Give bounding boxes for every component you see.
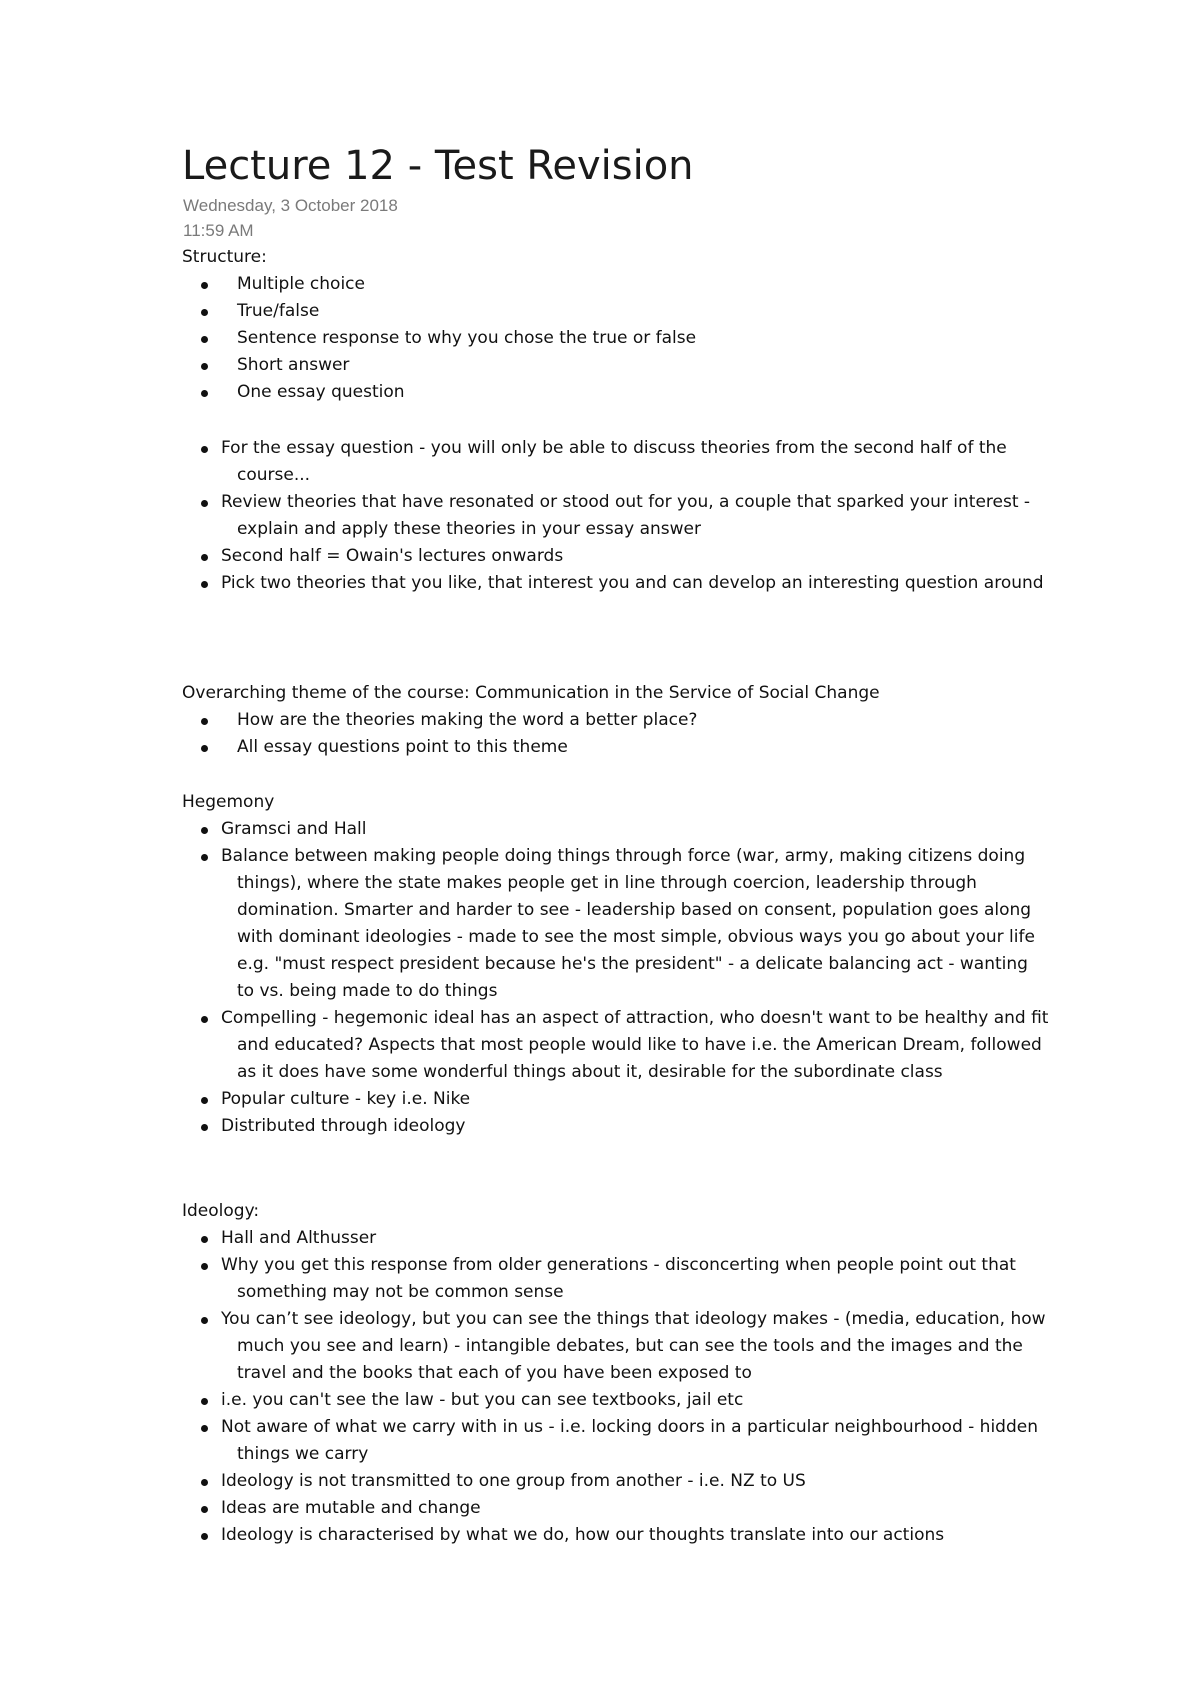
bullet-icon [201, 500, 208, 507]
list-item: Ideology is characterised by what we do, how our thoughts translate into our actions [0, 1522, 1200, 1549]
bullet-icon [201, 1097, 208, 1104]
bullet-icon [201, 718, 208, 725]
list-item: Sentence response to why you chose the true or false [0, 325, 1200, 352]
bullet-icon [201, 1236, 208, 1243]
list-item: Pick two theories that you like, that interest you and can develop an interesting question around [0, 570, 1200, 597]
list-item: Popular culture - key i.e. Nike [0, 1086, 1200, 1113]
bullet-icon [201, 1425, 208, 1432]
bullet-icon [201, 554, 208, 561]
bullet-icon [201, 282, 208, 289]
list-item: i.e. you can't see the law - but you can see textbooks, jail etc [0, 1387, 1200, 1414]
ideology-heading: Ideology: [182, 1201, 260, 1221]
bullet-icon [201, 363, 208, 370]
bullet-icon [201, 390, 208, 397]
list-item: True/false [0, 298, 1200, 325]
theme-list [0, 707, 1200, 761]
list-item: Distributed through ideology [0, 1113, 1200, 1140]
essay-notes-list [0, 435, 1200, 597]
list-item: Hall and Althusser [0, 1225, 1200, 1252]
structure-heading: Structure: [182, 247, 267, 267]
theme-heading: Overarching theme of the course: Communication in the Service of Social Change [182, 683, 880, 703]
bullet-icon [201, 1506, 208, 1513]
bullet-icon [201, 581, 208, 588]
bullet-icon [201, 446, 208, 453]
bullet-icon [201, 854, 208, 861]
hegemony-heading: Hegemony [182, 792, 275, 812]
bullet-icon [201, 1479, 208, 1486]
bullet-icon [201, 1124, 208, 1131]
list-item: Multiple choice [0, 271, 1200, 298]
list-item: For the essay question - you will only be able to discuss theories from the second half of the course... [0, 435, 1200, 489]
time-text: 11:59 AM [183, 221, 254, 240]
list-item: Ideas are mutable and change [0, 1495, 1200, 1522]
bullet-icon [201, 1016, 208, 1023]
date-text: Wednesday, 3 October 2018 [183, 196, 398, 215]
page-title: Lecture 12 - Test Revision [182, 143, 694, 189]
bullet-icon [201, 309, 208, 316]
bullet-icon [201, 1533, 208, 1540]
bullet-icon [201, 1317, 208, 1324]
list-item: Why you get this response from older generations - disconcerting when people point out that something may not be common sense [0, 1252, 1200, 1306]
list-item: How are the theories making the word a better place? [0, 707, 1200, 734]
list-item: Gramsci and Hall [0, 816, 1200, 843]
bullet-icon [201, 745, 208, 752]
list-item: All essay questions point to this theme [0, 734, 1200, 761]
list-item: Second half = Owain's lectures onwards [0, 543, 1200, 570]
list-item: You can’t see ideology, but you can see the things that ideology makes - (media, education, how much you see and learn) - intangible debates, but can see the tools and the images and the travel and the books that each of you have been exposed to [0, 1306, 1200, 1387]
list-item: Compelling - hegemonic ideal has an aspect of attraction, who doesn't want to be healthy and fit and educated? Aspects that most people would like to have i.e. the American Dream, followed as it does have some wonderful things about it, desirable for the subordinate class [0, 1005, 1200, 1086]
list-item: Ideology is not transmitted to one group from another - i.e. NZ to US [0, 1468, 1200, 1495]
structure-list [0, 271, 1200, 406]
list-item: Review theories that have resonated or stood out for you, a couple that sparked your interest - explain and apply these theories in your essay answer [0, 489, 1200, 543]
list-item: One essay question [0, 379, 1200, 406]
list-item: Short answer [0, 352, 1200, 379]
list-item: Balance between making people doing things through force (war, army, making citizens doing things), where the state makes people get in line through coercion, leadership through domination. Smarter and harder to see - leadership based on consent, population goes along with dominant ideologies - made to see the most simple, obvious ways you go about your life e.g. "must respect president because he's the president" - a delicate balancing act - wanting to vs. being made to do things [0, 843, 1200, 1005]
hegemony-list [0, 816, 1200, 1140]
bullet-icon [201, 827, 208, 834]
list-item: Not aware of what we carry with in us - i.e. locking doors in a particular neighbourhood - hidden things we carry [0, 1414, 1200, 1468]
bullet-icon [201, 1263, 208, 1270]
ideology-list [0, 1225, 1200, 1549]
bullet-icon [201, 336, 208, 343]
bullet-icon [201, 1398, 208, 1405]
